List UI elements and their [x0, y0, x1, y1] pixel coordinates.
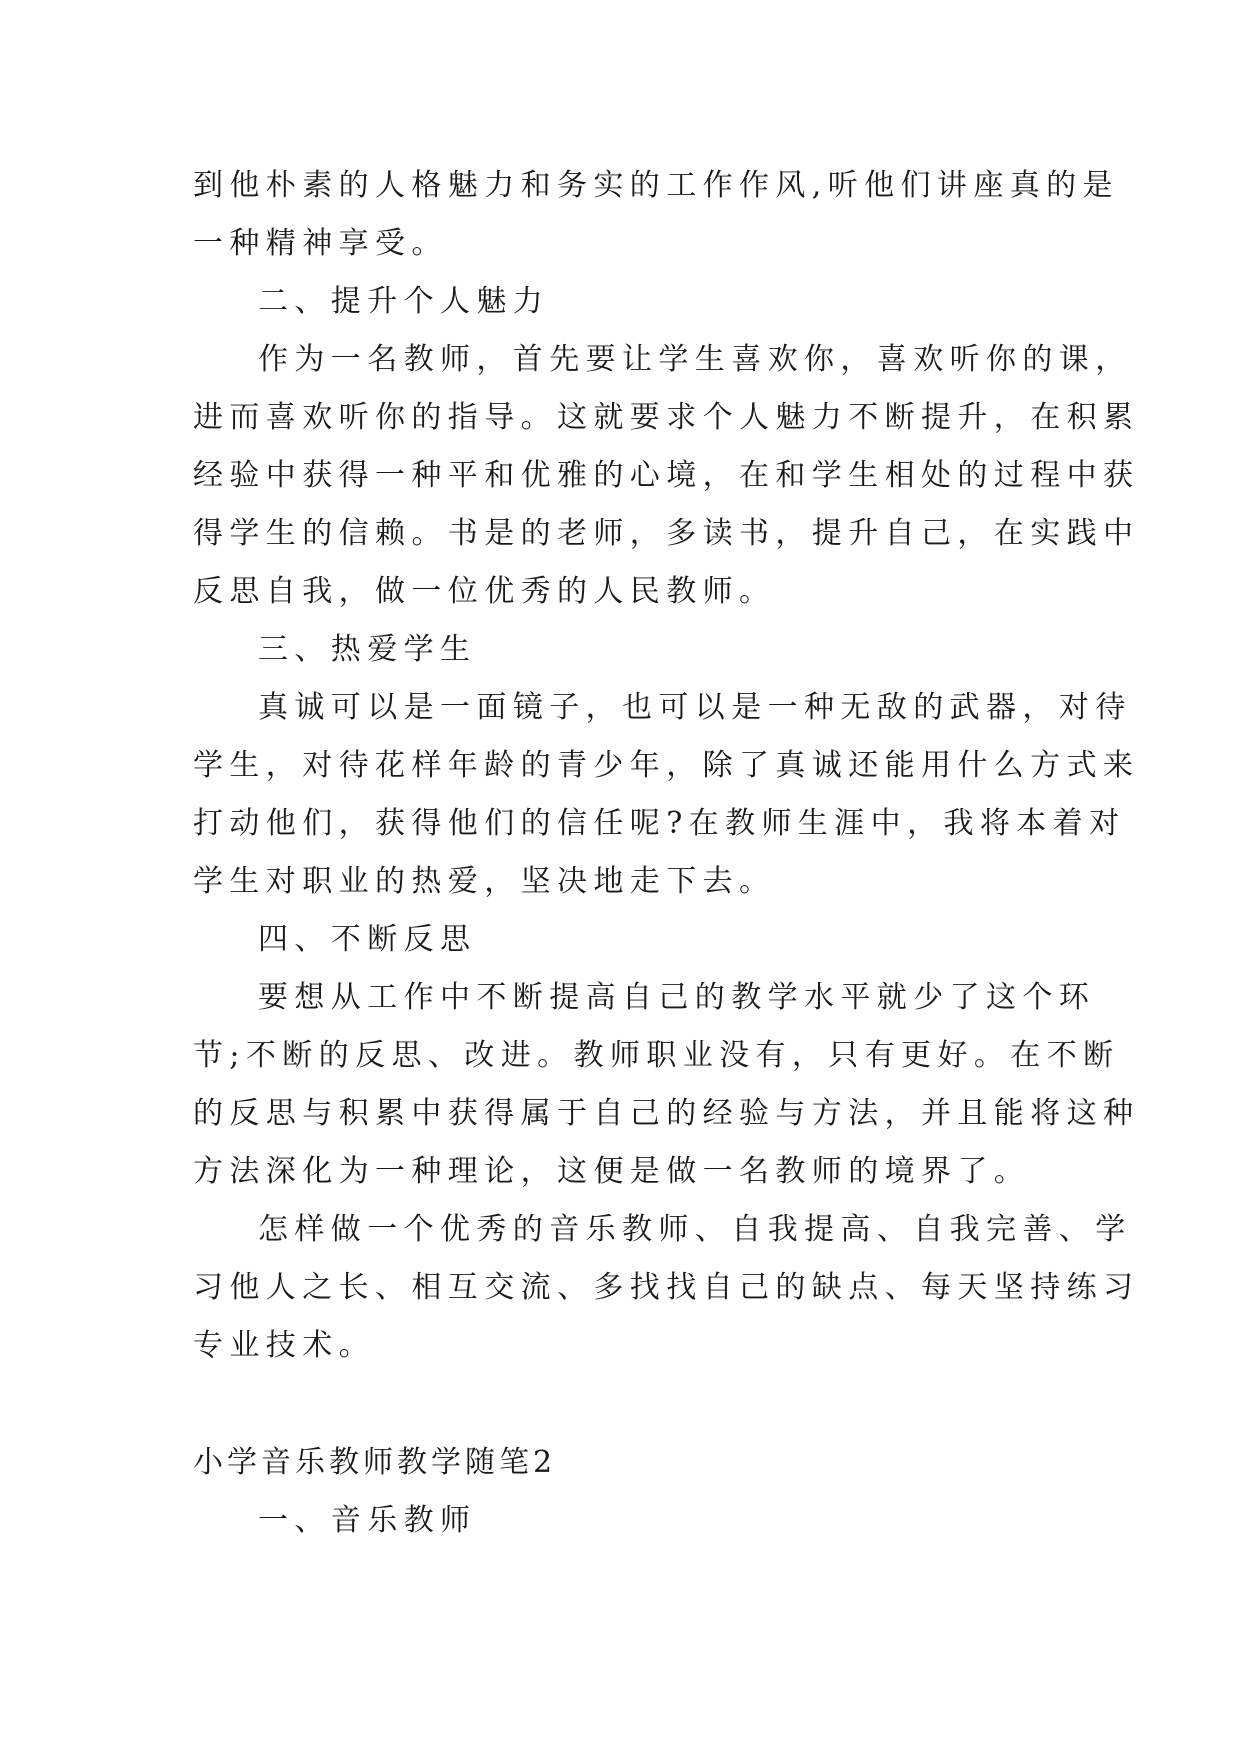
paragraph-line: 习他人之长、相互交流、多找找自己的缺点、每天坚持练习: [193, 1270, 1140, 1305]
paragraph-line: 经验中获得一种平和优雅的心境，在和学生相处的过程中获: [193, 458, 1140, 493]
paragraph-line: 得学生的信赖。书是的老师，多读书，提升自己，在实践中: [193, 516, 1140, 551]
section-heading: 四、不断反思: [258, 922, 477, 957]
paragraph-line: 学生，对待花样年龄的青少年，除了真诚还能用什么方式来: [193, 748, 1140, 783]
paragraph-line: 真诚可以是一面镜子，也可以是一种无敌的武器，对待: [258, 690, 1132, 725]
paragraph-line: 方法深化为一种理论，这便是做一名教师的境界了。: [193, 1154, 1031, 1189]
paragraph-line: 要想从工作中不断提高自己的教学水平就少了这个环: [258, 980, 1096, 1015]
article-title: 小学音乐教师教学随笔2: [193, 1445, 557, 1480]
section-heading: 二、提升个人魅力: [258, 284, 550, 319]
paragraph-line: 反思自我，做一位优秀的人民教师。: [193, 574, 776, 609]
paragraph-line: 的反思与积累中获得属于自己的经验与方法，并且能将这种: [193, 1096, 1140, 1131]
paragraph-line: 作为一名教师，首先要让学生喜欢你，喜欢听你的课，: [258, 342, 1132, 377]
paragraph-line: 到他朴素的人格魅力和务实的工作作风,听他们讲座真的是: [193, 168, 1119, 203]
paragraph-line: 进而喜欢听你的指导。这就要求个人魅力不断提升，在积累: [193, 400, 1140, 435]
paragraph-line: 专业技术。: [193, 1328, 375, 1363]
section-heading: 一、音乐教师: [258, 1503, 477, 1538]
paragraph-line: 节;不断的反思、改进。教师职业没有，只有更好。在不断: [193, 1038, 1120, 1073]
paragraph-line: 怎样做一个优秀的音乐教师、自我提高、自我完善、学: [258, 1212, 1132, 1247]
paragraph-line: 学生对职业的热爱，坚决地走下去。: [193, 864, 776, 899]
paragraph-line: 打动他们，获得他们的信任呢?在教师生涯中，我将本着对: [193, 806, 1126, 841]
section-heading: 三、热爱学生: [258, 632, 477, 667]
paragraph-line: 一种精神享受。: [193, 226, 448, 261]
